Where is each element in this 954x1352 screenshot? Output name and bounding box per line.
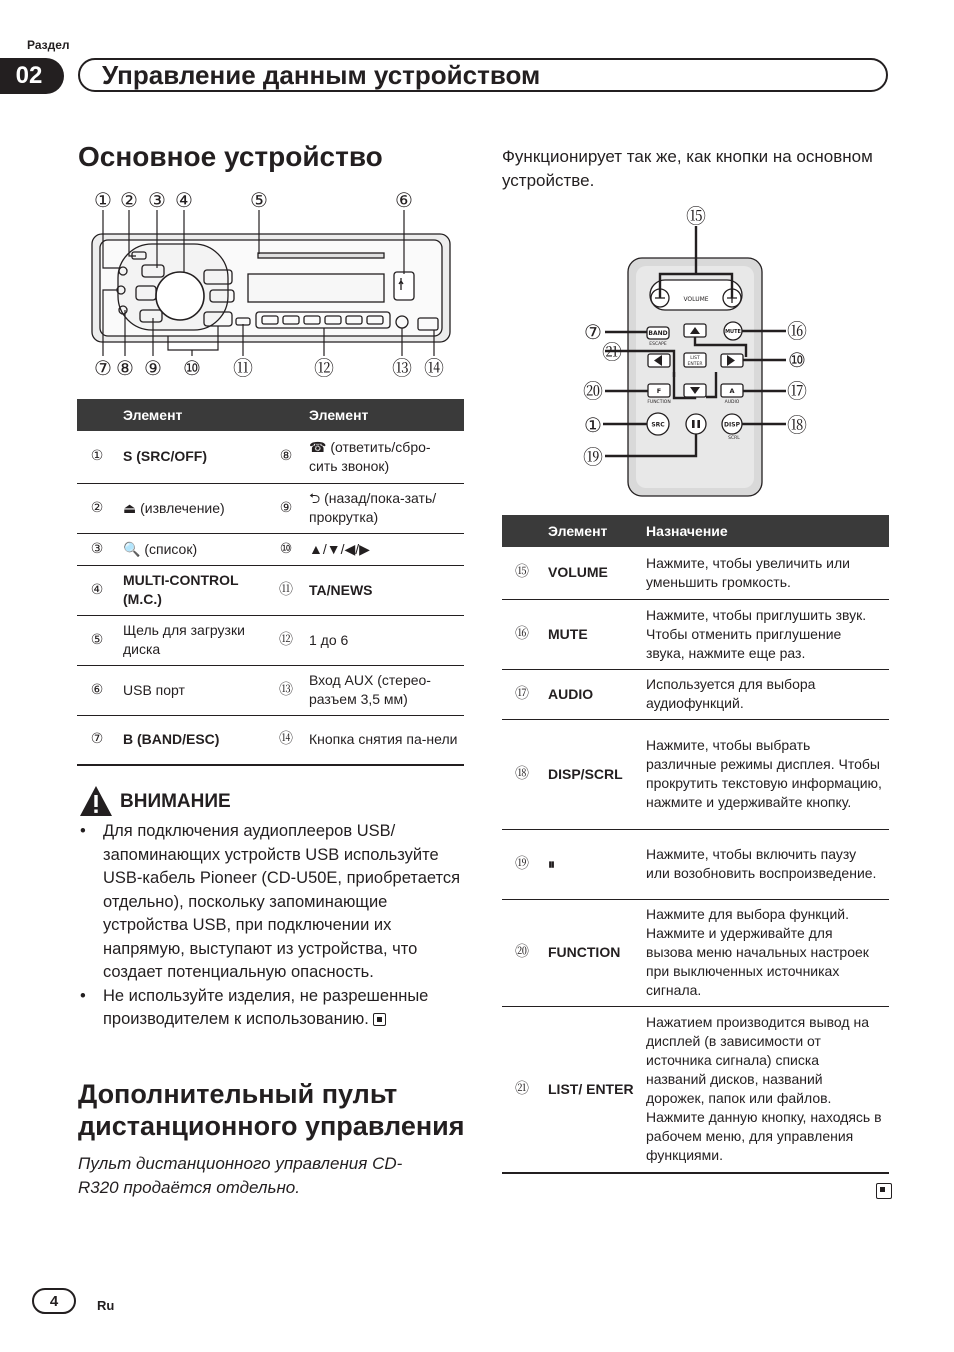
callout-number: ⑭ [424, 356, 444, 380]
end-mark-icon [876, 1183, 892, 1199]
chapter-number: 02 [0, 58, 64, 94]
function-label: FUNCTION [647, 400, 671, 405]
element-description: Нажмите, чтобы включить паузу или возобновить воспроизведение. [640, 829, 889, 899]
row-number-1: ⑥ [77, 665, 117, 715]
callout-number: ⑨ [144, 356, 162, 380]
chapter-title [78, 58, 888, 92]
row-number-2: ⑬ [269, 665, 303, 715]
element-name-2: ▲/▼/◀/▶ [303, 533, 464, 565]
element-description: Нажатием производится вывод на дисплей (в зависимости от источника сигнала) списка названий дисков, названий дорожек, папок или файлов. Нажмите данную кнопку, находясь в рабочем меню, для управления функциями. [640, 1006, 889, 1173]
table-row [502, 669, 889, 719]
caution-item-2 [78, 985, 468, 1032]
bottom-callouts [94, 356, 444, 380]
callout-number: ⑯ [787, 319, 807, 343]
table-row [502, 719, 889, 829]
callout-number: ① [584, 413, 602, 437]
caution-list [78, 820, 468, 1032]
element-name: VOLUME [542, 547, 640, 599]
main-unit-table [77, 399, 464, 766]
table-header-blank [77, 399, 117, 431]
element-name: ⏸ [542, 829, 640, 899]
element-name-1: Щель для загрузки диска [117, 615, 269, 665]
callout-number: ⑲ [583, 445, 603, 469]
head-unit-body [92, 234, 450, 342]
callout-number: ⑤ [250, 188, 268, 212]
callout-number: ④ [175, 188, 193, 212]
table-row [502, 829, 889, 899]
element-name-2: Кнопка снятия па-нели [303, 715, 464, 765]
table-header-blank [502, 515, 542, 547]
element-name-1: B (BAND/ESC) [117, 715, 269, 765]
row-number-1: ④ [77, 565, 117, 615]
callout-number: ⑫ [314, 356, 334, 380]
callout-number: ⑱ [787, 413, 807, 437]
element-name-2: ☎ (ответить/сбро-сить звонок) [303, 431, 464, 483]
enter-label: ENTER [687, 362, 703, 367]
f-label: F [656, 387, 662, 395]
table-header-element-2: Элемент [303, 399, 464, 431]
callout-number: ⑬ [392, 356, 412, 380]
table-header-element: Элемент [542, 515, 640, 547]
callout-number: ㉑ [602, 340, 622, 364]
remote-table [502, 515, 889, 1174]
row-number-2: ⑪ [269, 565, 303, 615]
element-name: LIST/ ENTER [542, 1006, 640, 1173]
row-number-1: ① [77, 431, 117, 483]
row-number: ⑰ [502, 669, 542, 719]
element-name: AUDIO [542, 669, 640, 719]
callout-number: ⑮ [686, 204, 706, 228]
remote-diagram [576, 202, 816, 500]
table-row [77, 565, 464, 615]
callout-number: ⑩ [183, 356, 201, 380]
row-number-2: ⑧ [269, 431, 303, 483]
row-number-2: ⑫ [269, 615, 303, 665]
disp-label: DISP [724, 421, 740, 429]
remote-table-body [502, 547, 889, 1173]
remote-title [78, 1078, 498, 1142]
callout-number: ① [94, 188, 112, 212]
table-row [502, 599, 889, 669]
band-label: BAND [648, 330, 668, 337]
scrl-label: SCRL [728, 436, 740, 441]
language-code: Ru [97, 1298, 115, 1313]
src-label: SRC [651, 421, 665, 429]
element-name-2: 1 до 6 [303, 615, 464, 665]
table-row [77, 483, 464, 533]
row-number-2: ⑭ [269, 715, 303, 765]
a-label: A [729, 387, 735, 395]
row-number: ㉑ [502, 1006, 542, 1173]
remote-note: Пульт дистанционного управления CD-R320 продаётся отдельно. [78, 1154, 403, 1197]
callout-number: ⑦ [584, 320, 602, 344]
row-number-1: ⑤ [77, 615, 117, 665]
table-row [77, 533, 464, 565]
remote-title-line-1: Дополнительный пульт [78, 1079, 398, 1109]
caution-title: ВНИМАНИЕ [120, 791, 231, 812]
end-mark-icon [373, 1013, 386, 1026]
table-row [77, 665, 464, 715]
element-name-1: USB порт [117, 665, 269, 715]
element-name-1: MULTI-CONTROL (M.C.) [117, 565, 269, 615]
remote-intro: Функционирует так же, как кнопки на основном устройстве. [502, 147, 873, 190]
element-name-2: Вход AUX (стерео-разъем 3,5 мм) [303, 665, 464, 715]
row-number: ⑮ [502, 547, 542, 599]
element-name-1: 🔍 (список) [117, 533, 269, 565]
section-label: Раздел [27, 38, 70, 52]
table-header-purpose: Назначение [640, 515, 889, 547]
table-header-blank [269, 399, 303, 431]
callout-number: ⑦ [94, 356, 112, 380]
callout-number: ② [120, 188, 138, 212]
callout-number: ⑩ [788, 348, 806, 372]
list-label: LIST [690, 356, 700, 361]
callout-number: ⑥ [395, 188, 413, 212]
head-unit-diagram [88, 186, 460, 382]
volume-label: VOLUME [683, 296, 709, 303]
escape-label: ESCAPE [649, 342, 667, 347]
callout-number: ③ [148, 188, 166, 212]
row-number-1: ② [77, 483, 117, 533]
row-number-2: ⑩ [269, 533, 303, 565]
table-row [77, 615, 464, 665]
top-callouts [94, 188, 413, 212]
callout-number: ⑳ [583, 379, 603, 403]
warning-icon [78, 784, 114, 818]
table-row [502, 547, 889, 599]
audio-label: AUDIO [724, 400, 740, 405]
mute-label: MUTE [725, 329, 741, 335]
element-description: Используется для выбора аудиофункций. [640, 669, 889, 719]
table-header-row [502, 515, 889, 547]
callout-number: ⑧ [116, 356, 134, 380]
remote-title-line-2: дистанционного управления [78, 1111, 465, 1141]
row-number-1: ③ [77, 533, 117, 565]
element-description: Нажмите, чтобы выбрать различные режимы дисплея. Чтобы прокрутить текстовую информацию, нажмите и удерживайте кнопку. [640, 719, 889, 829]
table-header-row [77, 399, 464, 431]
page-number: 4 [32, 1288, 76, 1314]
callout-number: ⑰ [787, 379, 807, 403]
row-number-1: ⑦ [77, 715, 117, 765]
table-row [77, 431, 464, 483]
element-name-2: TA/NEWS [303, 565, 464, 615]
main-unit-table-body [77, 431, 464, 765]
element-name-1: S (SRC/OFF) [117, 431, 269, 483]
element-name-2: ⮌ (назад/пока-зать/прокрутка) [303, 483, 464, 533]
table-row [502, 899, 889, 1006]
table-row [77, 715, 464, 765]
caution-item-2-text: Не используйте изделия, не разрешенные производителем к использованию. [103, 986, 429, 1028]
callout-number: ⑪ [233, 356, 253, 380]
element-description: Нажмите, чтобы увеличить или уменьшить громкость. [640, 547, 889, 599]
element-name: MUTE [542, 599, 640, 669]
row-number-2: ⑨ [269, 483, 303, 533]
main-unit-title: Основное устройство [78, 141, 383, 172]
remote-body [628, 258, 762, 496]
table-header-element-1: Элемент [117, 399, 269, 431]
element-description: Нажмите для выбора функций. Нажмите и удерживайте для вызова меню начальных настроек при выключенных источниках сигнала. [640, 899, 889, 1006]
row-number: ⑯ [502, 599, 542, 669]
element-name-1: ⏏ (извлечение) [117, 483, 269, 533]
element-name: DISP/SCRL [542, 719, 640, 829]
element-name: FUNCTION [542, 899, 640, 1006]
row-number: ⑱ [502, 719, 542, 829]
row-number: ⑳ [502, 899, 542, 1006]
table-row [502, 1006, 889, 1173]
row-number: ⑲ [502, 829, 542, 899]
caution-item-1: • Для подключения аудиоплееров USB/запоминающих устройств USB используйте USB-кабель Pioneer (CD-U50E, приобретается отдельно), поскольку запоминающие устройства USB, при подключении их напрямую, выступают из устройства, что создает потенциальную опасность. [78, 820, 468, 985]
element-description: Нажмите, чтобы приглушить звук. Чтобы отменить приглушение звука, нажмите еще раз. [640, 599, 889, 669]
chapter-title-text: Управление данным устройством [102, 59, 541, 90]
